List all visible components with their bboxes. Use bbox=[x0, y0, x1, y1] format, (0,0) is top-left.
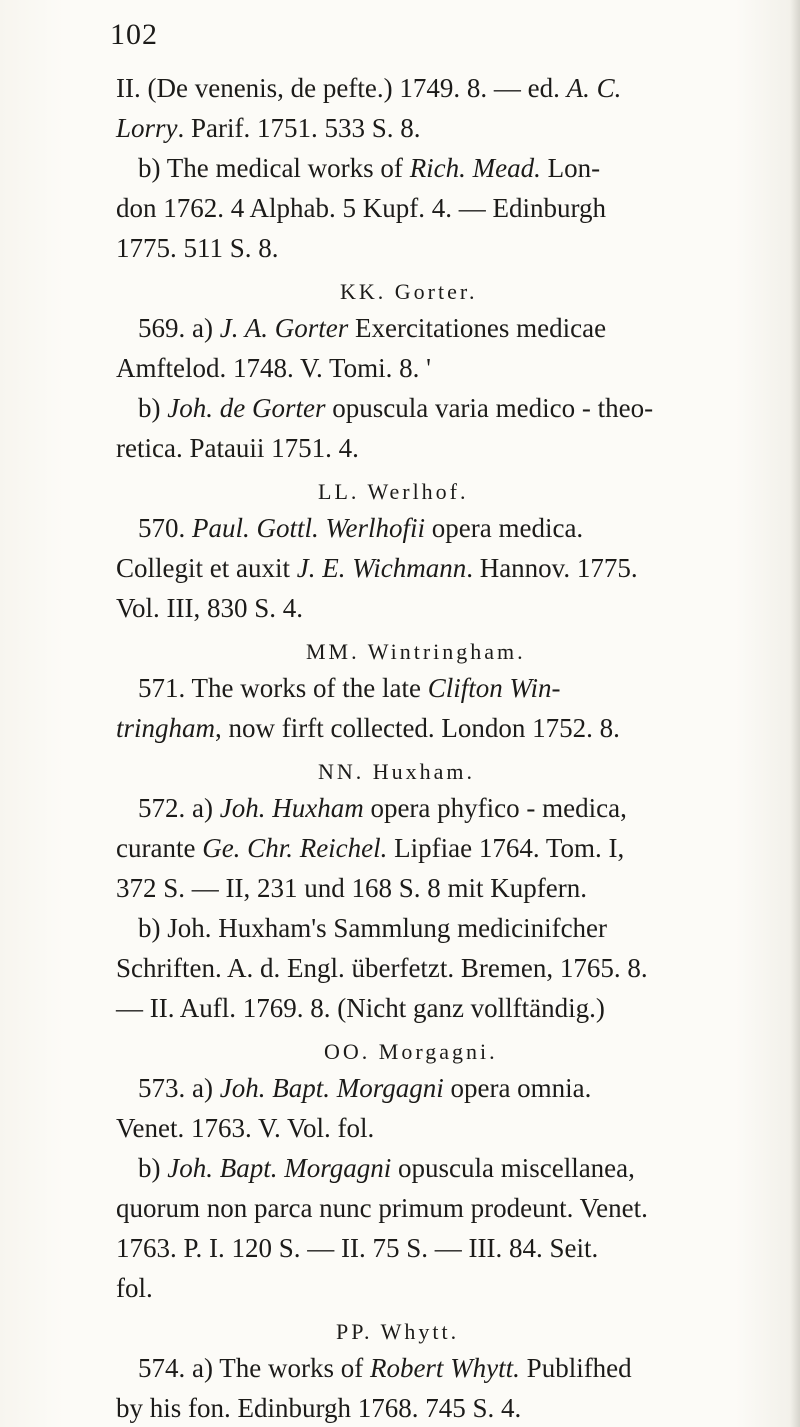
text-line bbox=[116, 1192, 648, 1224]
text-run: opuscula miscellanea, bbox=[391, 1153, 635, 1183]
text-line bbox=[138, 792, 627, 824]
text-run: Publifhed bbox=[519, 1353, 632, 1383]
italic-name-run: Paul. Gottl. Werlhofii bbox=[192, 513, 426, 543]
text-line bbox=[116, 1272, 153, 1304]
text-line bbox=[138, 1352, 632, 1384]
text-line bbox=[116, 992, 605, 1024]
text-run: opuscula varia medico - theo- bbox=[325, 393, 654, 423]
section-heading bbox=[306, 638, 526, 666]
text-run: 573. a) bbox=[138, 1073, 220, 1103]
text-run: Lipfiae 1764. Tom. I, bbox=[387, 833, 625, 863]
text-line bbox=[116, 872, 587, 904]
italic-name-run: Joh. Huxham bbox=[219, 793, 364, 823]
text-line bbox=[138, 912, 607, 944]
italic-name-run: Joh. Bapt. Morgagni bbox=[167, 1153, 392, 1183]
text-run: Venet. 1763. V. Vol. fol. bbox=[116, 1113, 375, 1143]
text-line bbox=[116, 432, 359, 464]
text-line bbox=[116, 72, 621, 104]
text-line bbox=[116, 192, 606, 224]
italic-name-run: tringham bbox=[116, 713, 216, 743]
text-run: Amftelod. 1748. V. Tomi. 8. ' bbox=[116, 353, 431, 383]
text-run: Schriften. A. d. Engl. überfetzt. Bremen, 1765. 8. bbox=[116, 953, 648, 983]
text-line bbox=[116, 232, 279, 264]
text-run: , now firft collected. London 1752. 8. bbox=[215, 713, 620, 743]
text-line bbox=[138, 1072, 591, 1104]
text-line bbox=[116, 552, 638, 584]
text-line bbox=[138, 512, 583, 544]
text-line bbox=[138, 152, 600, 184]
text-run: — II. Aufl. 1769. 8. (Nicht ganz vollftändig.) bbox=[116, 993, 605, 1023]
text-line bbox=[116, 1232, 598, 1264]
text-run: 572. a) bbox=[138, 793, 220, 823]
text-line bbox=[116, 1392, 521, 1424]
text-run: 1763. P. I. 120 S. — II. 75 S. — III. 84. Seit. bbox=[116, 1233, 599, 1263]
text-line bbox=[116, 952, 648, 984]
text-run: . Hannov. 1775. bbox=[466, 553, 638, 583]
text-run: 1775. 511 S. 8. bbox=[116, 233, 279, 263]
italic-name-run: Ge. Chr. Reichel. bbox=[202, 833, 388, 863]
text-run: Exercitationes medicae bbox=[348, 313, 607, 343]
section-heading bbox=[340, 278, 477, 306]
text-run: b) The medical works of bbox=[138, 153, 410, 183]
section-heading bbox=[318, 758, 475, 786]
text-run: b) Joh. Huxham's Sammlung medicinifcher bbox=[138, 913, 608, 943]
text-line bbox=[138, 1152, 635, 1184]
text-run: Vol. III, 830 S. 4. bbox=[116, 593, 304, 623]
text-line bbox=[116, 352, 431, 384]
text-run: don 1762. 4 Alphab. 5 Kupf. 4. — Edinburgh bbox=[116, 193, 606, 223]
text-run: retica. Patauii 1751. 4. bbox=[116, 433, 359, 463]
text-run: 574. a) The works of bbox=[138, 1353, 370, 1383]
text-run: opera omnia. bbox=[443, 1073, 592, 1103]
text-run: 571. The works of the late bbox=[138, 673, 428, 703]
text-run: Lon- bbox=[540, 153, 601, 183]
text-run: NN. Huxham. bbox=[318, 759, 476, 784]
italic-name-run: Joh. de Gorter bbox=[167, 393, 326, 423]
text-run: . Parif. 1751. 533 S. 8. bbox=[177, 113, 421, 143]
italic-name-run: J. A. Gorter bbox=[219, 313, 349, 343]
text-run: opera medica. bbox=[425, 513, 584, 543]
text-run: 372 S. — II, 231 und 168 S. 8 mit Kupfern. bbox=[116, 873, 587, 903]
text-run: Collegit et auxit bbox=[116, 553, 297, 583]
text-line bbox=[138, 392, 653, 424]
italic-name-run: J. E. Wichmann bbox=[296, 553, 467, 583]
section-heading bbox=[324, 1038, 498, 1066]
italic-name-run: Rich. Mead. bbox=[409, 153, 541, 183]
italic-name-run: A. C. bbox=[566, 73, 622, 103]
italic-name-run: Robert Whytt. bbox=[369, 1353, 520, 1383]
text-line bbox=[138, 672, 560, 704]
page-number: 102 bbox=[110, 18, 158, 51]
text-run: OO. Morgagni. bbox=[324, 1039, 498, 1064]
text-run: KK. Gorter. bbox=[340, 279, 478, 304]
text-run: b) bbox=[138, 1153, 168, 1183]
text-run: b) bbox=[138, 393, 168, 423]
text-run: 570. bbox=[138, 513, 192, 543]
text-line bbox=[116, 1112, 374, 1144]
text-line bbox=[116, 832, 624, 864]
text-run: PP. Whytt. bbox=[336, 1319, 460, 1344]
text-line bbox=[116, 712, 620, 744]
text-line bbox=[116, 592, 303, 624]
text-line bbox=[138, 312, 606, 344]
text-run: 569. a) bbox=[138, 313, 220, 343]
text-run: opera phyfico - medica, bbox=[363, 793, 627, 823]
text-run: quorum non parca nunc primum prodeunt. Venet. bbox=[116, 1193, 648, 1223]
section-heading bbox=[318, 478, 469, 506]
italic-name-run: Lorry bbox=[116, 113, 178, 143]
italic-name-run: Joh. Bapt. Morgagni bbox=[219, 1073, 444, 1103]
italic-name-run: Clifton Win- bbox=[427, 673, 561, 703]
text-run: by his fon. Edinburgh 1768. 745 S. 4. bbox=[116, 1393, 522, 1423]
text-run: LL. Werlhof. bbox=[318, 479, 469, 504]
text-run: fol. bbox=[116, 1273, 153, 1303]
text-line bbox=[116, 112, 421, 144]
section-heading bbox=[336, 1318, 459, 1346]
page-spine-shadow bbox=[790, 0, 800, 1427]
text-run: II. (De venenis, de pefte.) 1749. 8. — ed. bbox=[116, 73, 567, 103]
text-run: MM. Wintringham. bbox=[306, 639, 526, 664]
text-run: curante bbox=[116, 833, 203, 863]
